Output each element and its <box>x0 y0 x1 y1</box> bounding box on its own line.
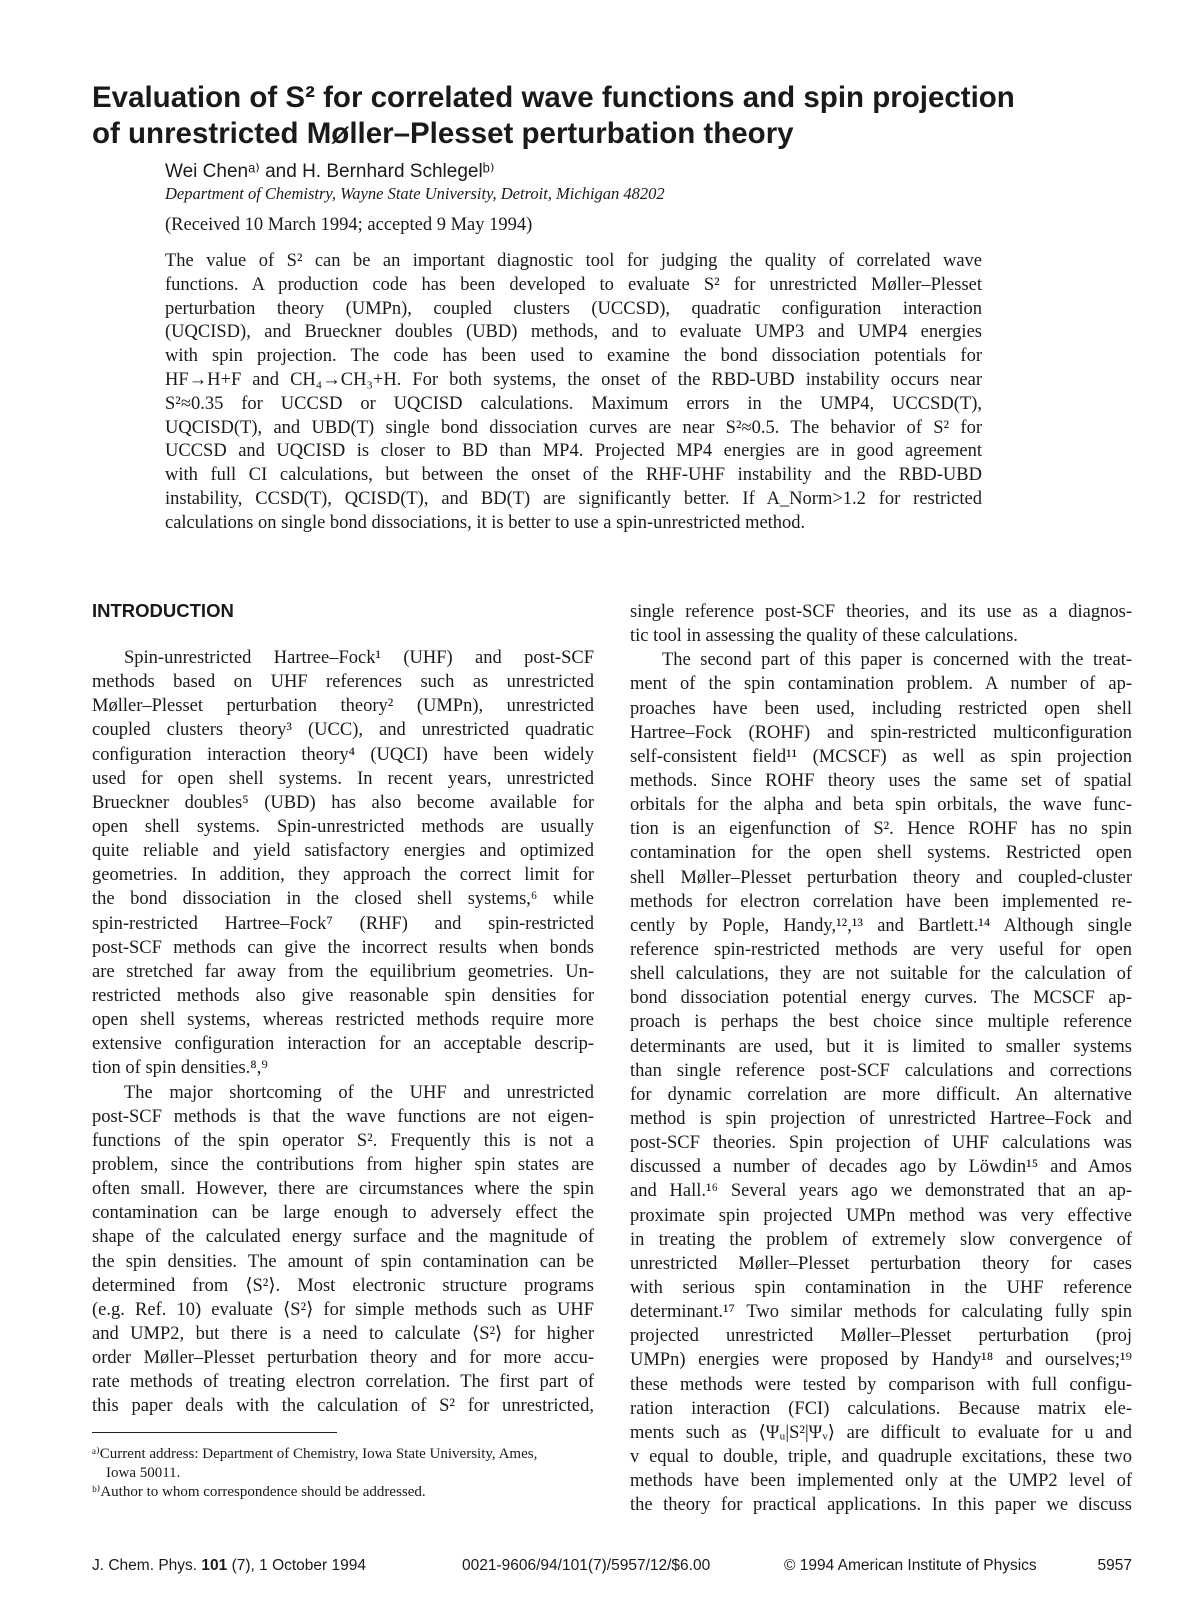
footnotes <box>92 1445 594 1502</box>
article-code: 0021-9606/94/101(7)/5957/12/$6.00 <box>462 1557 711 1574</box>
abstract-line: functions. A production code has been developed to evaluate S² for unrestricted Møller–Plesset <box>165 274 982 295</box>
footnote: ᵇ⁾Author to whom correspondence should be addressed. <box>92 1484 426 1500</box>
text-line: discussed a number of decades ago by Löwdin¹⁵ and Amos <box>630 1157 1132 1178</box>
text-line: order Møller–Plesset perturbation theory and for more accu- <box>92 1348 594 1369</box>
text-line: determinants are used, but it is limited to smaller systems <box>630 1036 1132 1057</box>
abstract-line: instability, CCSD(T), QCISD(T), and BD(T) are significantly better. If A_Norm>1.2 for restricted <box>165 488 982 509</box>
text-line: these methods were tested by comparison with full configu- <box>630 1374 1132 1395</box>
paper-title <box>92 80 1132 152</box>
right-column-text <box>630 600 1132 1517</box>
text-line: shell Møller–Plesset perturbation theory and coupled-cluster <box>630 867 1132 888</box>
abstract-line: (UQCISD), and Brueckner doubles (UBD) methods, and to evaluate UMP3 and UMP4 energies <box>165 322 982 343</box>
text-line: UMPn) energies were proposed by Handy¹⁸ and ourselves;¹⁹ <box>630 1350 1132 1371</box>
text-line: in treating the problem of extremely slow convergence of <box>630 1229 1132 1250</box>
text-line: single reference post-SCF theories, and its use as a diagnos- <box>630 602 1132 622</box>
abstract-line: The value of S² can be an important diagnostic tool for judging the quality of correlated wave <box>165 251 982 271</box>
text-line: tic tool in assessing the quality of these calculations. <box>630 626 1018 647</box>
text-line: geometries. In addition, they approach the correct limit for <box>92 865 594 886</box>
text-line: contamination can be large enough to adversely effect the <box>92 1203 594 1224</box>
text-line: configuration interaction theory⁴ (UQCI) have been widely <box>92 744 594 765</box>
text-line: self-consistent field¹¹ (MCSCF) as well as spin projection <box>630 746 1132 767</box>
text-line: and UMP2, but there is a need to calculate ⟨S²⟩ for higher <box>92 1323 594 1344</box>
text-line: open shell systems, whereas restricted methods require more <box>92 1010 594 1031</box>
text-line: The second part of this paper is concerned with the treat- <box>662 650 1132 671</box>
footnote-rule <box>92 1432 337 1433</box>
abstract <box>165 250 982 536</box>
text-line: post-SCF methods can give the incorrect results when bonds <box>92 937 594 958</box>
text-line: projected unrestricted Møller–Plesset perturbation (proj <box>630 1326 1132 1347</box>
received-date: (Received 10 March 1994; accepted 9 May 1994) <box>165 215 533 235</box>
text-line: the bond dissociation in the closed shell systems,⁶ while <box>92 889 594 910</box>
text-line: determinant.¹⁷ Two similar methods for calculating fully spin <box>630 1302 1132 1323</box>
footnote: ᵃ⁾Current address: Department of Chemistry, Iowa State University, Ames, <box>92 1446 538 1462</box>
author-list: Wei Chenᵃ⁾ and H. Bernhard Schlegelᵇ⁾ <box>165 161 495 182</box>
text-line: cently by Pople, Handy,¹²,¹³ and Bartlett.¹⁴ Although single <box>630 915 1132 936</box>
text-line: open shell systems. Spin-unrestricted methods are usually <box>92 816 594 837</box>
text-line: often small. However, there are circumstances where the spin <box>92 1179 594 1200</box>
text-line: methods have been implemented only at the UMP2 level of <box>630 1471 1132 1492</box>
left-column-text <box>92 646 594 1419</box>
affiliation: Department of Chemistry, Wayne State University, Detroit, Michigan 48202 <box>165 184 665 203</box>
text-line: proximate spin projected UMPn method was very effective <box>630 1205 1132 1226</box>
text-line: with serious spin contamination in the UHF reference <box>630 1277 1132 1298</box>
abstract-line: UQCISD(T), and UBD(T) single bond dissociation curves are near S²≈0.5. The behavior of S² for <box>165 417 982 438</box>
text-line: tion of spin densities.⁸,⁹ <box>92 1058 268 1079</box>
left-column <box>92 600 594 1419</box>
journal-issue-date: (7), 1 October 1994 <box>227 1557 366 1574</box>
text-line: bond dissociation potential energy curves. The MCSCF ap- <box>630 988 1132 1009</box>
text-line: unrestricted Møller–Plesset perturbation theory for cases <box>630 1253 1132 1274</box>
text-line: v equal to double, triple, and quadruple excitations, these two <box>630 1446 1132 1467</box>
text-line: methods based on UHF references such as unrestricted <box>92 672 594 693</box>
text-line: rate methods of treating electron correlation. The first part of <box>92 1372 594 1393</box>
text-line: for dynamic correlation are more difficult. An alternative <box>630 1084 1132 1105</box>
text-line: tion is an eigenfunction of S². Hence ROHF has no spin <box>630 819 1132 840</box>
abstract-line: perturbation theory (UMPn), coupled clusters (UCCSD), quadratic configuration interaction <box>165 298 982 319</box>
text-line: coupled clusters theory³ (UCC), and unrestricted quadratic <box>92 720 594 741</box>
text-line: method is spin projection of unrestricted Hartree–Fock and <box>630 1108 1132 1129</box>
text-line: contamination for the open shell systems. Restricted open <box>630 843 1132 864</box>
text-line: (e.g. Ref. 10) evaluate ⟨S²⟩ for simple methods such as UHF <box>92 1299 594 1320</box>
text-line: Spin-unrestricted Hartree–Fock¹ (UHF) and post-SCF <box>124 648 594 668</box>
text-line: and Hall.¹⁶ Several years ago we demonstrated that an ap- <box>630 1181 1132 1202</box>
section-heading: INTRODUCTION <box>92 600 234 621</box>
text-line: than single reference post-SCF calculations and corrections <box>630 1060 1132 1081</box>
right-column <box>630 600 1132 1517</box>
journal-volume: 101 <box>201 1557 228 1574</box>
text-line: Hartree–Fock (ROHF) and spin-restricted multiconfiguration <box>630 722 1132 743</box>
text-line: this paper deals with the calculation of S² for unrestricted, <box>92 1396 594 1417</box>
abstract-line: S²≈0.35 for UCCSD or UQCISD calculations. Maximum errors in the UMP4, UCCSD(T), <box>165 393 982 414</box>
copyright: © 1994 American Institute of Physics <box>784 1557 1037 1574</box>
text-line: post-SCF theories. Spin projection of UHF calculations was <box>630 1133 1132 1154</box>
text-line: orbitals for the alpha and beta spin orbitals, the wave func- <box>630 795 1132 816</box>
text-line: spin-restricted Hartree–Fock⁷ (RHF) and spin-restricted <box>92 913 594 934</box>
title-line-1: Evaluation of S² for correlated wave functions and spin projection <box>92 81 1015 114</box>
text-line: shell calculations, they are not suitable for the calculation of <box>630 964 1132 985</box>
text-line: quite reliable and yield satisfactory energies and optimized <box>92 841 594 862</box>
text-line: the theory for practical applications. In this paper we discuss <box>630 1495 1132 1516</box>
text-line: functions of the spin operator S². Frequently this is not a <box>92 1130 594 1151</box>
text-line: The major shortcoming of the UHF and unrestricted <box>124 1082 594 1103</box>
text-line: proach is perhaps the best choice since multiple reference <box>630 1012 1132 1033</box>
page-number: 5957 <box>1097 1557 1132 1574</box>
abstract-line: UCCSD and UQCISD is closer to BD than MP4. Projected MP4 energies are in good agreement <box>165 441 982 462</box>
text-line: shape of the calculated energy surface and the magnitude of <box>92 1227 594 1248</box>
text-line: problem, since the contributions from higher spin states are <box>92 1154 594 1175</box>
abstract-line: with spin projection. The code has been used to examine the bond dissociation potentials for <box>165 346 982 367</box>
title-line-2: of unrestricted Møller–Plesset perturbation theory <box>92 117 794 150</box>
text-line: proaches have been used, including restricted open shell <box>630 698 1132 719</box>
text-line: Brueckner doubles⁵ (UBD) has also become available for <box>92 792 594 813</box>
text-line: reference spin-restricted methods are very useful for open <box>630 939 1132 960</box>
abstract-line: with full CI calculations, but between the onset of the RHF-UHF instability and the RBD-UBD <box>165 465 982 486</box>
abstract-line: calculations on single bond dissociations, it is better to use a spin-unrestricted method. <box>165 512 806 533</box>
text-line: methods for electron correlation have been implemented re- <box>630 891 1132 912</box>
page-footer <box>92 1557 1132 1579</box>
text-line: extensive configuration interaction for an acceptable descrip- <box>92 1034 594 1055</box>
text-line: the spin densities. The amount of spin contamination can be <box>92 1251 594 1272</box>
abstract-line: HF→H+F and CH₄→CH₃+H. For both systems, the onset of the RBD-UBD instability occurs near <box>165 369 982 390</box>
text-line: determined from ⟨S²⟩. Most electronic structure programs <box>92 1275 594 1296</box>
text-line: used for open shell systems. In recent years, unrestricted <box>92 768 594 789</box>
text-line: restricted methods also give reasonable spin densities for <box>92 985 594 1006</box>
journal-name: J. Chem. Phys. <box>92 1557 202 1574</box>
text-line: ration interaction (FCI) calculations. Because matrix ele- <box>630 1398 1132 1419</box>
text-line: post-SCF methods is that the wave functions are not eigen- <box>92 1106 594 1127</box>
text-line: ment of the spin contamination problem. A number of ap- <box>630 674 1132 695</box>
journal-citation <box>92 1557 366 1575</box>
text-line: are stretched far away from the equilibrium geometries. Un- <box>92 961 594 982</box>
footnote: Iowa 50011. <box>106 1465 181 1481</box>
text-line: ments such as ⟨Ψᵤ|S²|Ψᵥ⟩ are difficult to evaluate for u and <box>630 1422 1132 1443</box>
text-line: methods. Since ROHF theory uses the same set of spatial <box>630 770 1132 791</box>
text-line: Møller–Plesset perturbation theory² (UMPn), unrestricted <box>92 696 594 717</box>
